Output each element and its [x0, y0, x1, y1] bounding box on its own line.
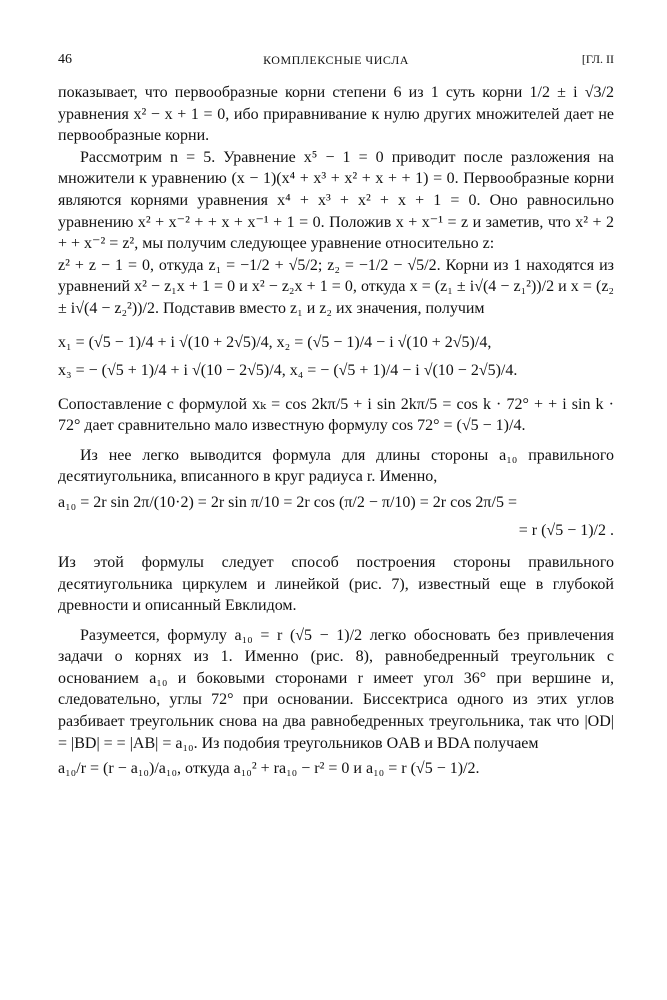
paragraph-1: показывает, что первообразные корни степени 6 из 1 суть корни 1/2 ± i √3/2 уравнения x² − x + 1 = 0, ибо приравнивание к нулю других множителей дает не первообразные корни. [58, 84, 614, 145]
paragraph-5: Из нее легко выводится формула для длины стороны a₁₀ правильного десятиугольника, вписанного в круг радиуса r. Именно, [58, 446, 614, 486]
book-page [58, 48, 614, 784]
page-header [58, 48, 614, 74]
running-title: КОМПЛЕКСНЫЕ ЧИСЛА [263, 53, 409, 67]
paragraph-2: Рассмотрим n = 5. Уравнение x⁵ − 1 = 0 приводит после разложения на множители к уравнению (x − 1)(x⁴ + x³ + x² + x + + 1) = 0. Первообразные корни являются корнями уравнения x⁴ + x³ + x² + x + 1 = 0. Оно равносильно уравнению x² + x⁻² + + x + x⁻¹ + 1 = 0. Положив x + x⁻¹ = z и заметив, что x² + 2 + + x⁻² = z², мы получим следующее уравнение относительно z: [58, 148, 614, 253]
chapter-label: [ГЛ. II [581, 52, 614, 66]
page-number: 46 [58, 52, 72, 67]
formula-a10-result: = r (√5 − 1)/2 . [518, 521, 614, 539]
paragraph-4: Сопоставление с формулой xₖ = cos 2kπ/5 + i sin 2kπ/5 = cos k · 72° + + i sin k · 72° дает сравнительно мало известную формулу cos 72° = (√5 − 1)/4. [58, 395, 614, 435]
formula-roots-x1-x2: x₁ = (√5 − 1)/4 + i √(10 + 2√5)/4, x₂ = (√5 − 1)/4 − i √(10 + 2√5)/4, [58, 333, 492, 351]
formula-roots-x3-x4: x₃ = − (√5 + 1)/4 + i √(10 − 2√5)/4, x₄ = − (√5 + 1)/4 − i √(10 − 2√5)/4. [58, 361, 518, 379]
formula-similarity: a₁₀/r = (r − a₁₀)/a₁₀, откуда a₁₀² + ra₁₀ − r² = 0 и a₁₀ = r (√5 − 1)/2. [58, 760, 480, 778]
paragraph-7: Разумеется, формулу a₁₀ = r (√5 − 1)/2 легко обосновать без привлечения задачи о корнях из 1. Именно (рис. 8), равнобедренный треугольник с основанием a₁₀ и боковыми сторонами r имеет угол 36° при вершине и, следовательно, углы 72° при основании. Биссектриса одного из этих углов разбивает треугольник снова на два равнобедренных треугольника, так что |OD| = |BD| = = |AB| = a₁₀. Из подобия треугольников OAB и BDA получаем [58, 626, 614, 752]
paragraph-3: z² + z − 1 = 0, откуда z₁ = −1/2 + √5/2; z₂ = −1/2 − √5/2. Корни из 1 находятся из уравнений x² − z₁x + 1 = 0 и x² − z₂x + 1 = 0, откуда x = (z₁ ± i√(4 − z₁²))/2 и x = (z₂ ± i√(4 − z₂²))/2. Подставив вместо z₁ и z₂ их значения, получим [58, 256, 614, 317]
formula-a10-derivation: a₁₀ = 2r sin 2π/(10·2) = 2r sin π/10 = 2r cos (π/2 − π/10) = 2r cos 2π/5 = [58, 493, 517, 511]
paragraph-6: Из этой формулы следует способ построения стороны правильного десятиугольника циркулем и линейкой (рис. 7), известный еще в глубокой древности и описанный Евклидом. [58, 553, 614, 615]
